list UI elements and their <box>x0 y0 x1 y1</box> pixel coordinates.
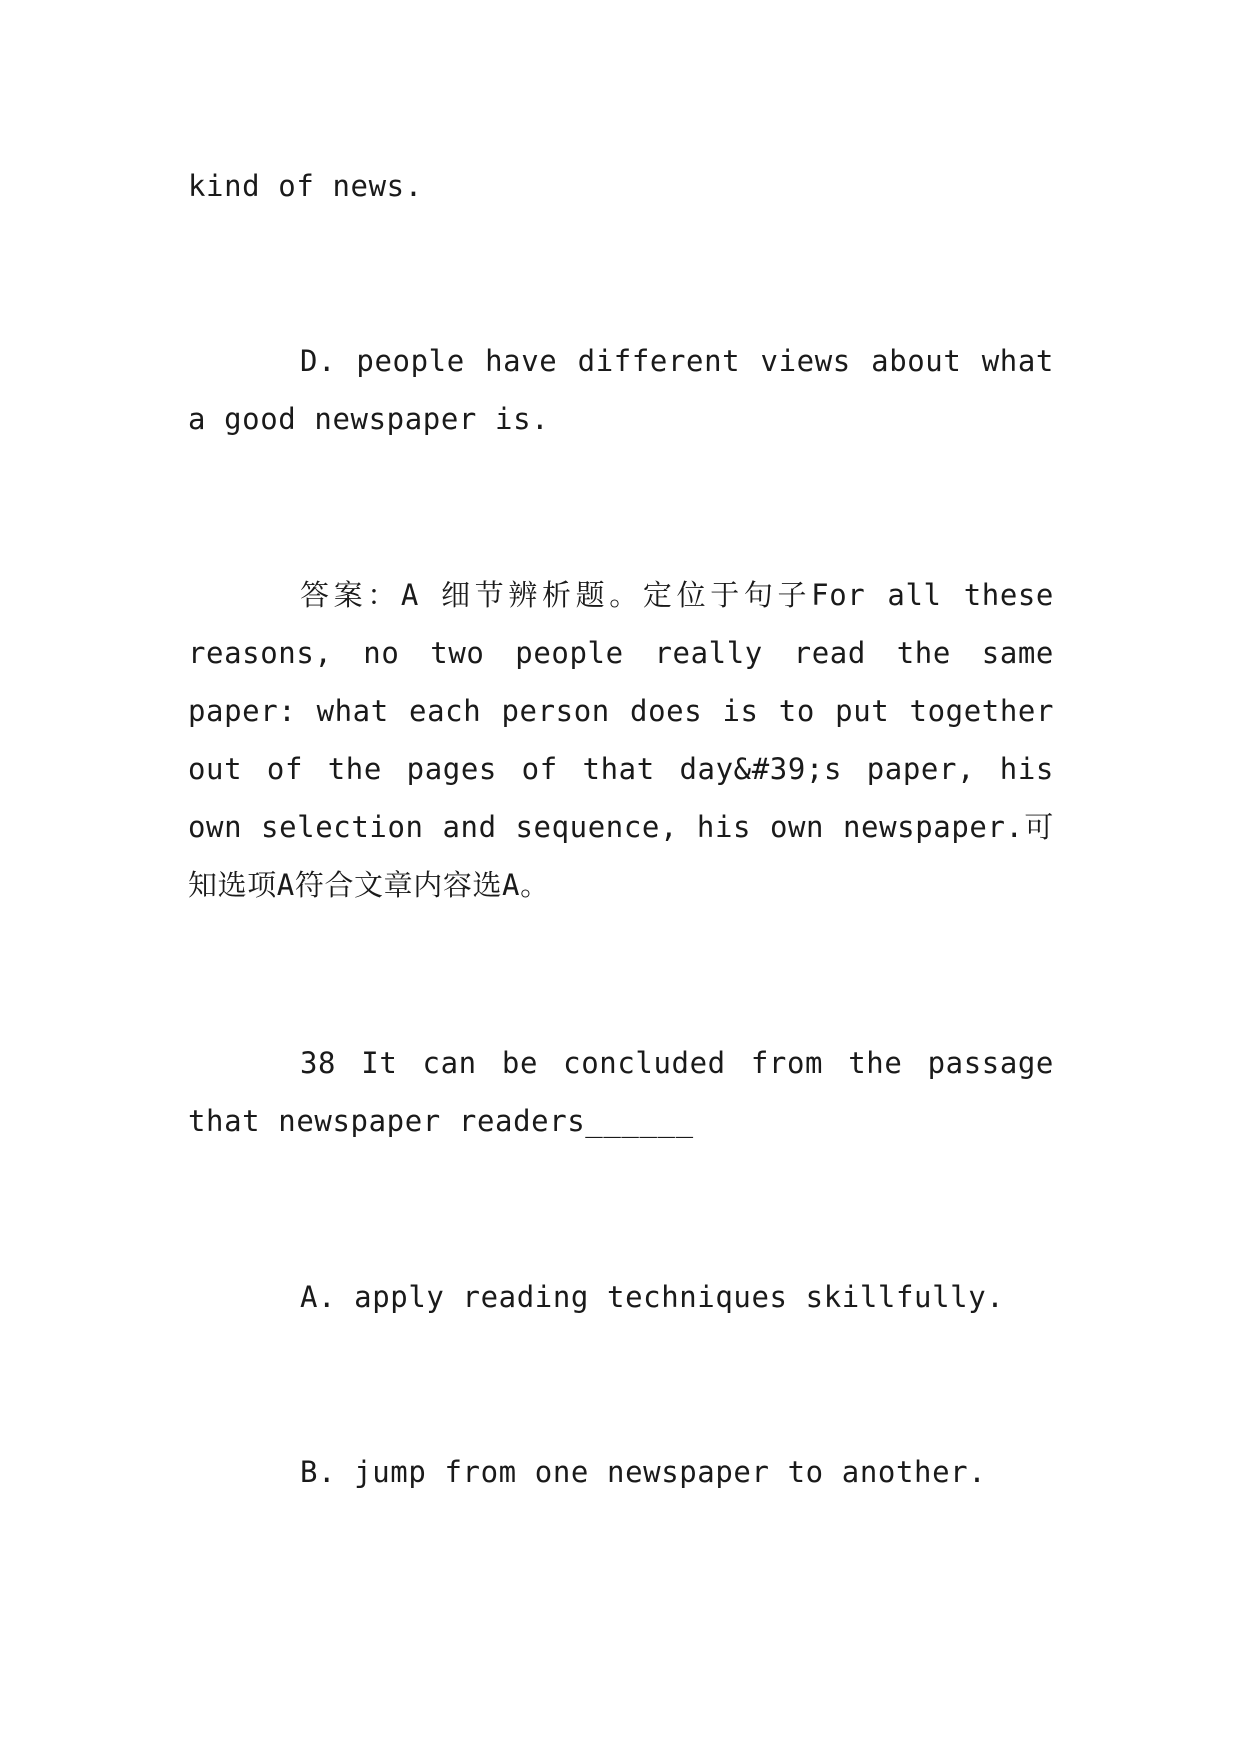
option-a-paragraph: A. apply reading techniques skillfully. <box>300 1280 1005 1314</box>
option-d-paragraph: D. people have different views about what a good newspaper is. <box>188 344 1054 436</box>
question-38-paragraph: 38 It can be concluded from the passage that newspaper readers______ <box>188 1046 1054 1138</box>
answer-explanation-paragraph: 答案：A 细节辨析题。定位于句子For all these reasons, no two people really read the same paper: what each person does is to put together out of the pages of that day&#39;s paper, his own selection and sequence, his own newspaper.可知选项A符合文章内容选A。 <box>188 578 1054 902</box>
paragraph-continuation: kind of news. <box>188 169 423 203</box>
option-b-paragraph: B. jump from one newspaper to another. <box>300 1455 987 1489</box>
